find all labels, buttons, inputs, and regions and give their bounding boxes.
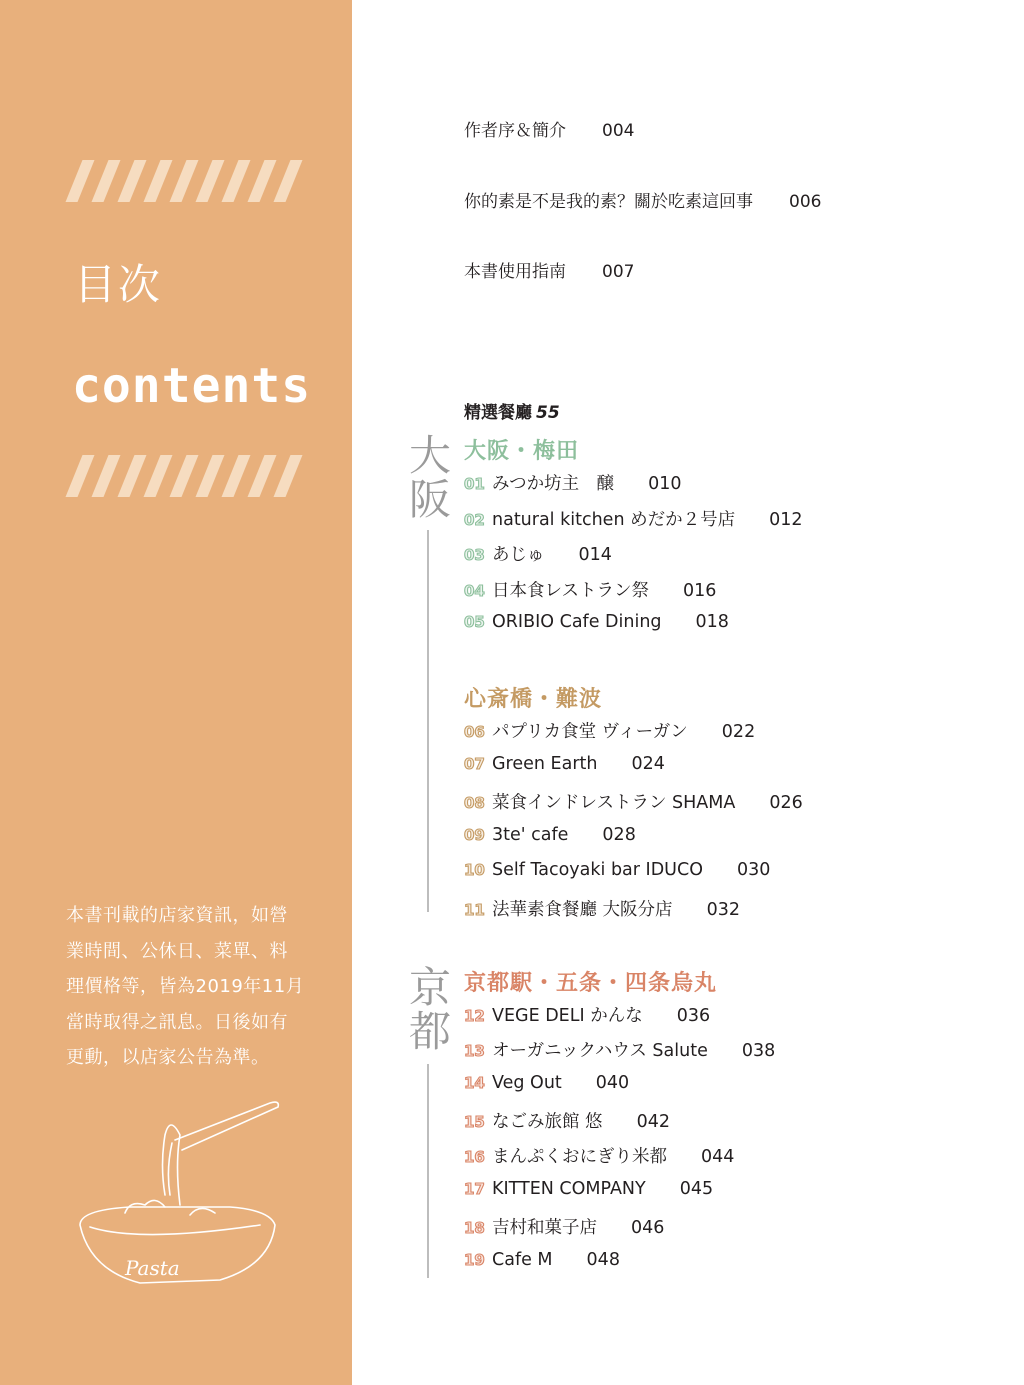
list-item[interactable]	[464, 1179, 713, 1199]
entry-page: 045	[679, 1179, 714, 1199]
entry-name: まんぷくおにぎり米都	[492, 1147, 667, 1167]
entry-page: 046	[631, 1218, 665, 1238]
entry-number: 14	[464, 1074, 485, 1092]
entry-name: 吉村和菓子店	[492, 1218, 597, 1238]
list-item[interactable]	[464, 1108, 670, 1133]
pasta-label: Pasta	[125, 1256, 180, 1280]
entry-number: 13	[464, 1042, 485, 1060]
list-item[interactable]	[464, 1143, 734, 1168]
entry-page: 042	[636, 1112, 670, 1132]
entry-page: 024	[631, 754, 665, 774]
section-heading-kyoto-station: 京都駅・五条・四条烏丸	[464, 971, 718, 996]
entry-name: 日本食レストラン祭	[492, 581, 649, 601]
entry-number: 08	[464, 794, 485, 812]
entry-name: オーガニックハウス Salute	[492, 1041, 708, 1061]
entry-name: 3te' cafe	[492, 825, 569, 845]
list-item[interactable]	[464, 718, 755, 743]
entry-page: 038	[741, 1041, 776, 1061]
entry-page: 044	[701, 1147, 735, 1167]
decorative-stripes-bottom	[66, 455, 300, 497]
list-item[interactable]	[464, 860, 770, 880]
region-divider-osaka	[427, 530, 429, 912]
sidebar	[0, 0, 352, 1385]
featured-count: 55	[536, 403, 560, 423]
entry-page: 018	[695, 612, 729, 632]
decorative-stripes-top	[66, 160, 300, 202]
entry-number: 09	[464, 826, 485, 844]
featured-label: 精選餐廳	[464, 403, 532, 423]
entry-page: 032	[706, 900, 740, 920]
list-item[interactable]	[464, 1073, 629, 1093]
intro-item[interactable]	[464, 187, 821, 212]
intro-title: 本書使用指南	[464, 262, 566, 282]
entry-page: 036	[676, 1006, 711, 1026]
intro-page: 006	[789, 192, 822, 212]
entry-name: VEGE DELI かんな	[492, 1006, 643, 1026]
list-item[interactable]	[464, 1214, 664, 1239]
entry-page: 016	[682, 581, 717, 601]
intro-title: 你的素是不是我的素？關於吃素這回事	[464, 192, 753, 212]
entry-number: 18	[464, 1219, 485, 1237]
entry-number: 07	[464, 755, 485, 773]
list-item[interactable]	[464, 754, 665, 774]
region-label-kyoto: 京 都	[408, 963, 451, 1056]
entry-name: みつか坊主 醸	[492, 474, 615, 494]
list-item[interactable]	[464, 470, 682, 495]
section-heading-umeda: 大阪・梅田	[464, 439, 580, 464]
page-title-english: contents	[72, 358, 312, 414]
list-item[interactable]	[464, 1037, 775, 1062]
pasta-bowl-illustration	[70, 1095, 290, 1295]
entry-name: 法華素食餐廳 大阪分店	[492, 900, 673, 920]
entry-page: 012	[769, 510, 803, 530]
list-item[interactable]	[464, 1250, 620, 1270]
entry-name: パプリカ食堂 ヴィーガン	[492, 722, 688, 742]
entry-name: なごみ旅館 悠	[492, 1112, 603, 1132]
region-divider-kyoto	[427, 1064, 429, 1278]
entry-name: natural kitchen めだか２号店	[492, 510, 736, 530]
entry-page: 026	[769, 793, 803, 813]
list-item[interactable]	[464, 612, 729, 632]
entry-number: 03	[464, 546, 485, 564]
entry-page: 048	[586, 1250, 620, 1270]
info-notice: 本書刊載的店家資訊，如營業時間、公休日、菜單、料理價格等，皆為2019年11月當時取得之訊息。日後如有更動，以店家公告為準。	[66, 905, 305, 1068]
entry-name: Green Earth	[492, 754, 598, 774]
region-label-osaka: 大 阪	[408, 431, 451, 524]
entry-number: 17	[464, 1180, 485, 1198]
featured-heading	[464, 398, 560, 423]
entry-number: 15	[464, 1113, 485, 1131]
entry-page: 030	[736, 860, 771, 880]
entry-number: 11	[464, 901, 485, 919]
intro-title: 作者序＆簡介	[464, 121, 566, 141]
list-item[interactable]	[464, 1002, 710, 1027]
entry-number: 01	[464, 475, 485, 493]
intro-page: 004	[602, 121, 635, 141]
intro-item[interactable]	[464, 257, 634, 282]
entry-number: 16	[464, 1148, 485, 1166]
page-title-chinese: 目次	[74, 260, 163, 309]
list-item[interactable]	[464, 896, 740, 921]
entry-page: 028	[602, 825, 636, 845]
list-item[interactable]	[464, 506, 803, 531]
entry-number: 19	[464, 1251, 485, 1269]
entry-page: 014	[578, 545, 612, 565]
intro-item[interactable]	[464, 116, 634, 141]
entry-name: Cafe M	[492, 1250, 553, 1270]
entry-page: 040	[595, 1073, 630, 1093]
list-item[interactable]	[464, 541, 612, 566]
entry-number: 02	[464, 511, 485, 529]
entry-name: ORIBIO Cafe Dining	[492, 612, 662, 632]
entry-number: 05	[464, 613, 485, 631]
list-item[interactable]	[464, 789, 803, 814]
intro-page: 007	[602, 262, 635, 282]
entry-name: 菜食インドレストラン SHAMA	[492, 793, 736, 813]
entry-number: 12	[464, 1007, 485, 1025]
entry-number: 04	[464, 582, 485, 600]
entry-name: Veg Out	[492, 1073, 562, 1093]
entry-page: 022	[721, 722, 756, 742]
entry-name: KITTEN COMPANY	[492, 1179, 646, 1199]
entry-page: 010	[648, 474, 682, 494]
entry-number: 10	[464, 861, 485, 879]
entry-name: Self Tacoyaki bar IDUCO	[492, 860, 703, 880]
entry-number: 06	[464, 723, 485, 741]
list-item[interactable]	[464, 577, 716, 602]
entry-name: あじゅ	[492, 545, 545, 565]
section-heading-namba: 心斎橋・難波	[464, 687, 603, 712]
list-item[interactable]	[464, 825, 636, 845]
